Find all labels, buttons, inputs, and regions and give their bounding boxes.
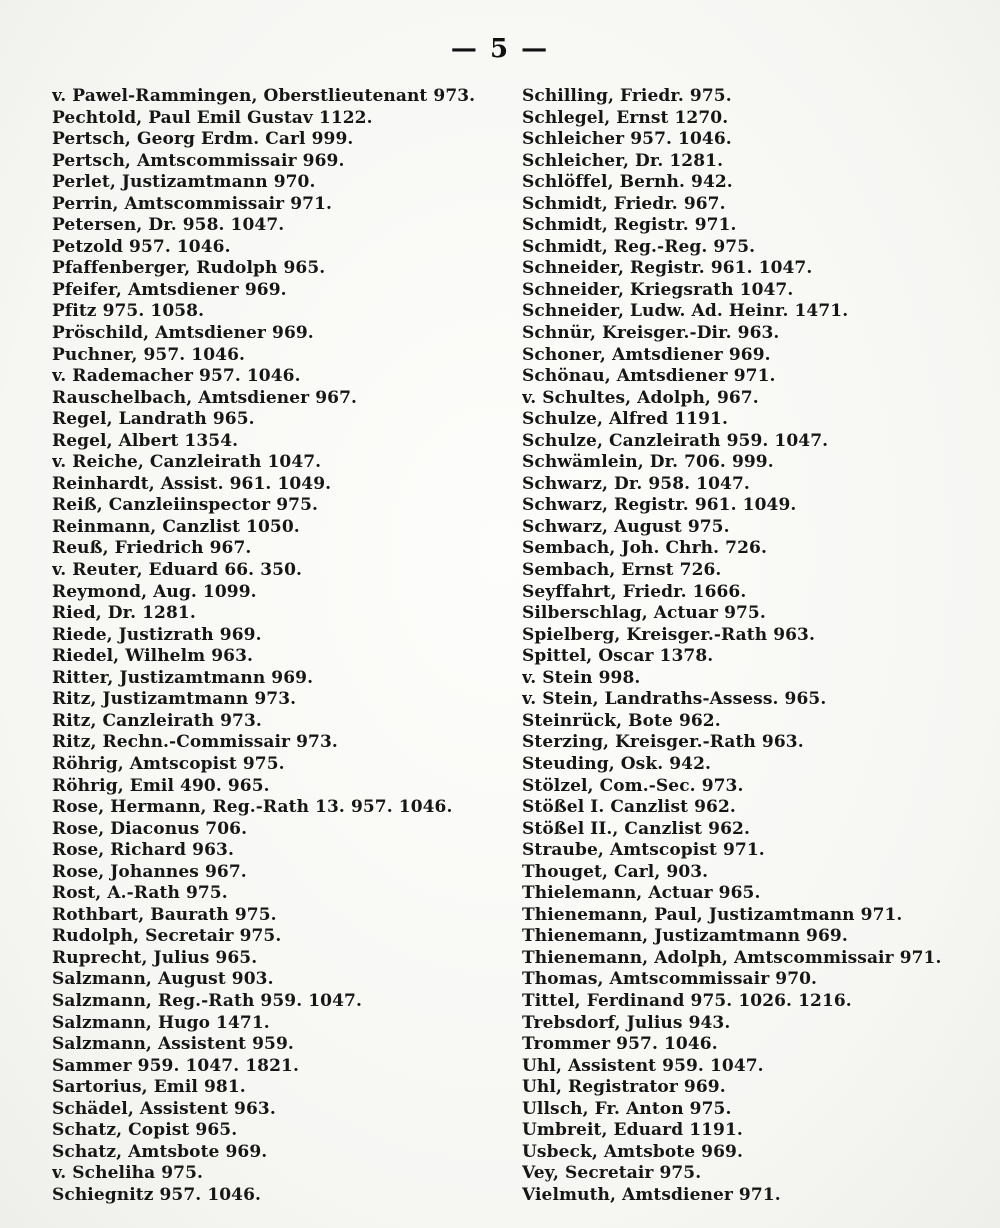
index-entry: Schatz, Amtsbote 969. xyxy=(52,1141,268,1162)
index-entry: Röhrig, Emil 490. 965. xyxy=(52,775,270,796)
index-entry: Schneider, Ludw. Ad. Heinr. 1471. xyxy=(522,301,849,322)
index-entry: Schönau, Amtsdiener 971. xyxy=(522,366,776,387)
index-entry: Schlegel, Ernst 1270. xyxy=(522,107,729,128)
index-entry: v. Stein, Landraths-Assess. 965. xyxy=(522,689,827,710)
index-entry: Spielberg, Kreisger.-Rath 963. xyxy=(522,624,815,645)
index-entry: Salzmann, Reg.-Rath 959. 1047. xyxy=(52,990,362,1011)
index-entry: Riede, Justizrath 969. xyxy=(52,624,262,645)
index-entry: Salzmann, August 903. xyxy=(52,969,274,990)
index-entry: Uhl, Assistent 959. 1047. xyxy=(522,1055,764,1076)
index-entry: Schiegnitz 957. 1046. xyxy=(52,1184,262,1205)
index-entry: Rauschelbach, Amtsdiener 967. xyxy=(52,387,358,408)
index-column-left xyxy=(52,86,492,1206)
index-entry: Riedel, Wilhelm 963. xyxy=(52,646,254,667)
index-entry: Reuß, Friedrich 967. xyxy=(52,538,252,559)
index-entry: Rose, Diaconus 706. xyxy=(52,818,248,839)
index-entry: Rudolph, Secretair 975. xyxy=(52,926,282,947)
index-entry: Regel, Landrath 965. xyxy=(52,409,255,430)
index-entry: Ritter, Justizamtmann 969. xyxy=(52,667,314,688)
index-entry: Schwarz, Dr. 958. 1047. xyxy=(522,473,750,494)
index-entry: Rose, Johannes 967. xyxy=(52,861,247,882)
index-entry: Schädel, Assistent 963. xyxy=(52,1098,276,1119)
index-entry: Stölzel, Com.-Sec. 973. xyxy=(522,775,744,796)
index-entry: Rose, Hermann, Reg.-Rath 13. 957. 1046. xyxy=(52,797,453,818)
index-entry: Straube, Amtscopist 971. xyxy=(522,840,765,861)
index-entry: Reymond, Aug. 1099. xyxy=(52,581,257,602)
index-entry: Schwarz, August 975. xyxy=(522,516,730,537)
index-entry: Thouget, Carl, 903. xyxy=(522,861,709,882)
index-entry: v. Scheliha 975. xyxy=(52,1163,204,1184)
index-entry: v. Stein 998. xyxy=(522,667,641,688)
index-entry: Schmidt, Reg.-Reg. 975. xyxy=(522,236,756,257)
index-entry: Rose, Richard 963. xyxy=(52,840,234,861)
index-entry: Rost, A.-Rath 975. xyxy=(52,883,228,904)
index-entry: Steuding, Osk. 942. xyxy=(522,753,712,774)
index-entry: Thielemann, Actuar 965. xyxy=(522,883,761,904)
index-entry: Silberschlag, Actuar 975. xyxy=(522,603,766,624)
index-entry: Ritz, Justizamtmann 973. xyxy=(52,689,297,710)
index-entry: Schwämlein, Dr. 706. 999. xyxy=(522,452,774,473)
index-entry: Rothbart, Baurath 975. xyxy=(52,904,277,925)
index-entry: Stößel I. Canzlist 962. xyxy=(522,797,736,818)
index-entry: v. Rademacher 957. 1046. xyxy=(52,366,301,387)
index-entry: Schatz, Copist 965. xyxy=(52,1120,238,1141)
index-entry: Ried, Dr. 1281. xyxy=(52,603,196,624)
index-entry: Sartorius, Emil 981. xyxy=(52,1077,246,1098)
index-entry: Sembach, Ernst 726. xyxy=(522,560,722,581)
index-entry: Seyffahrt, Friedr. 1666. xyxy=(522,581,747,602)
index-entry: Schleicher, Dr. 1281. xyxy=(522,150,724,171)
index-entry: Stößel II., Canzlist 962. xyxy=(522,818,750,839)
index-entry: Schmidt, Friedr. 967. xyxy=(522,193,726,214)
index-entry: Sembach, Joh. Chrh. 726. xyxy=(522,538,767,559)
index-entry: v. Reiche, Canzleirath 1047. xyxy=(52,452,322,473)
index-entry: Salzmann, Assistent 959. xyxy=(52,1034,294,1055)
index-entry: Petersen, Dr. 958. 1047. xyxy=(52,215,285,236)
index-entry: Pfitz 975. 1058. xyxy=(52,301,205,322)
index-entry: Sterzing, Kreisger.-Rath 963. xyxy=(522,732,804,753)
index-entry: Reinhardt, Assist. 961. 1049. xyxy=(52,473,332,494)
index-entry: Thomas, Amtscommissair 970. xyxy=(522,969,818,990)
index-entry: Umbreit, Eduard 1191. xyxy=(522,1120,743,1141)
index-entry: Schulze, Alfred 1191. xyxy=(522,409,728,430)
index-entry: Trommer 957. 1046. xyxy=(522,1034,718,1055)
index-entry: Perrin, Amtscommissair 971. xyxy=(52,193,333,214)
index-entry: Reinmann, Canzlist 1050. xyxy=(52,516,300,537)
index-entry: Schmidt, Registr. 971. xyxy=(522,215,737,236)
index-entry: Vey, Secretair 975. xyxy=(522,1163,702,1184)
index-entry: Reiß, Canzleiinspector 975. xyxy=(52,495,319,516)
index-entry: v. Pawel-Rammingen, Oberstlieutenant 973. xyxy=(52,86,476,106)
index-entry: Ritz, Canzleirath 973. xyxy=(52,710,262,731)
index-entry: Schulze, Canzleirath 959. 1047. xyxy=(522,430,829,451)
index-entry: Regel, Albert 1354. xyxy=(52,430,239,451)
index-entry: Uhl, Registrator 969. xyxy=(522,1077,726,1098)
index-entry: Ruprecht, Julius 965. xyxy=(52,947,258,968)
index-entry: Pfeifer, Amtsdiener 969. xyxy=(52,279,287,300)
index-entry: Thienemann, Adolph, Amtscommissair 971. xyxy=(522,947,942,968)
index-entry: Salzmann, Hugo 1471. xyxy=(52,1012,270,1033)
index-entry: Schneider, Registr. 961. 1047. xyxy=(522,258,813,279)
index-entry: Petzold 957. 1046. xyxy=(52,236,231,257)
index-entry: Röhrig, Amtscopist 975. xyxy=(52,753,285,774)
index-entry: Schilling, Friedr. 975. xyxy=(522,86,732,106)
index-column-right xyxy=(522,86,982,1206)
index-entry: Pertsch, Amtscommissair 969. xyxy=(52,150,345,171)
index-entry: Usbeck, Amtsbote 969. xyxy=(522,1141,743,1162)
index-entry: Steinrück, Bote 962. xyxy=(522,710,721,731)
index-entry: Schnür, Kreisger.-Dir. 963. xyxy=(522,323,780,344)
index-entry: v. Reuter, Eduard 66. 350. xyxy=(52,560,303,581)
index-entry: Ritz, Rechn.-Commissair 973. xyxy=(52,732,338,753)
index-entry: v. Schultes, Adolph, 967. xyxy=(522,387,759,408)
index-entry: Tittel, Ferdinand 975. 1026. 1216. xyxy=(522,990,852,1011)
index-entry: Schoner, Amtsdiener 969. xyxy=(522,344,771,365)
index-entry: Puchner, 957. 1046. xyxy=(52,344,246,365)
index-entry: Thienemann, Justizamtmann 969. xyxy=(522,926,848,947)
index-entry: Pfaffenberger, Rudolph 965. xyxy=(52,258,326,279)
index-entry: Perlet, Justizamtmann 970. xyxy=(52,172,316,193)
index-entry: Vielmuth, Amtsdiener 971. xyxy=(522,1184,781,1205)
index-entry: Schwarz, Registr. 961. 1049. xyxy=(522,495,797,516)
index-entry: Trebsdorf, Julius 943. xyxy=(522,1012,731,1033)
index-entry: Schleicher 957. 1046. xyxy=(522,129,732,150)
index-entry: Pertsch, Georg Erdm. Carl 999. xyxy=(52,129,354,150)
index-entry: Schneider, Kriegsrath 1047. xyxy=(522,279,794,300)
index-entry: Pröschild, Amtsdiener 969. xyxy=(52,323,314,344)
page-number: — 5 — xyxy=(450,34,550,64)
index-entry: Pechtold, Paul Emil Gustav 1122. xyxy=(52,107,373,128)
index-entry: Sammer 959. 1047. 1821. xyxy=(52,1055,299,1076)
index-entry: Thienemann, Paul, Justizamtmann 971. xyxy=(522,904,903,925)
index-entry: Ullsch, Fr. Anton 975. xyxy=(522,1098,732,1119)
index-entry: Schlöffel, Bernh. 942. xyxy=(522,172,733,193)
index-entry: Spittel, Oscar 1378. xyxy=(522,646,714,667)
